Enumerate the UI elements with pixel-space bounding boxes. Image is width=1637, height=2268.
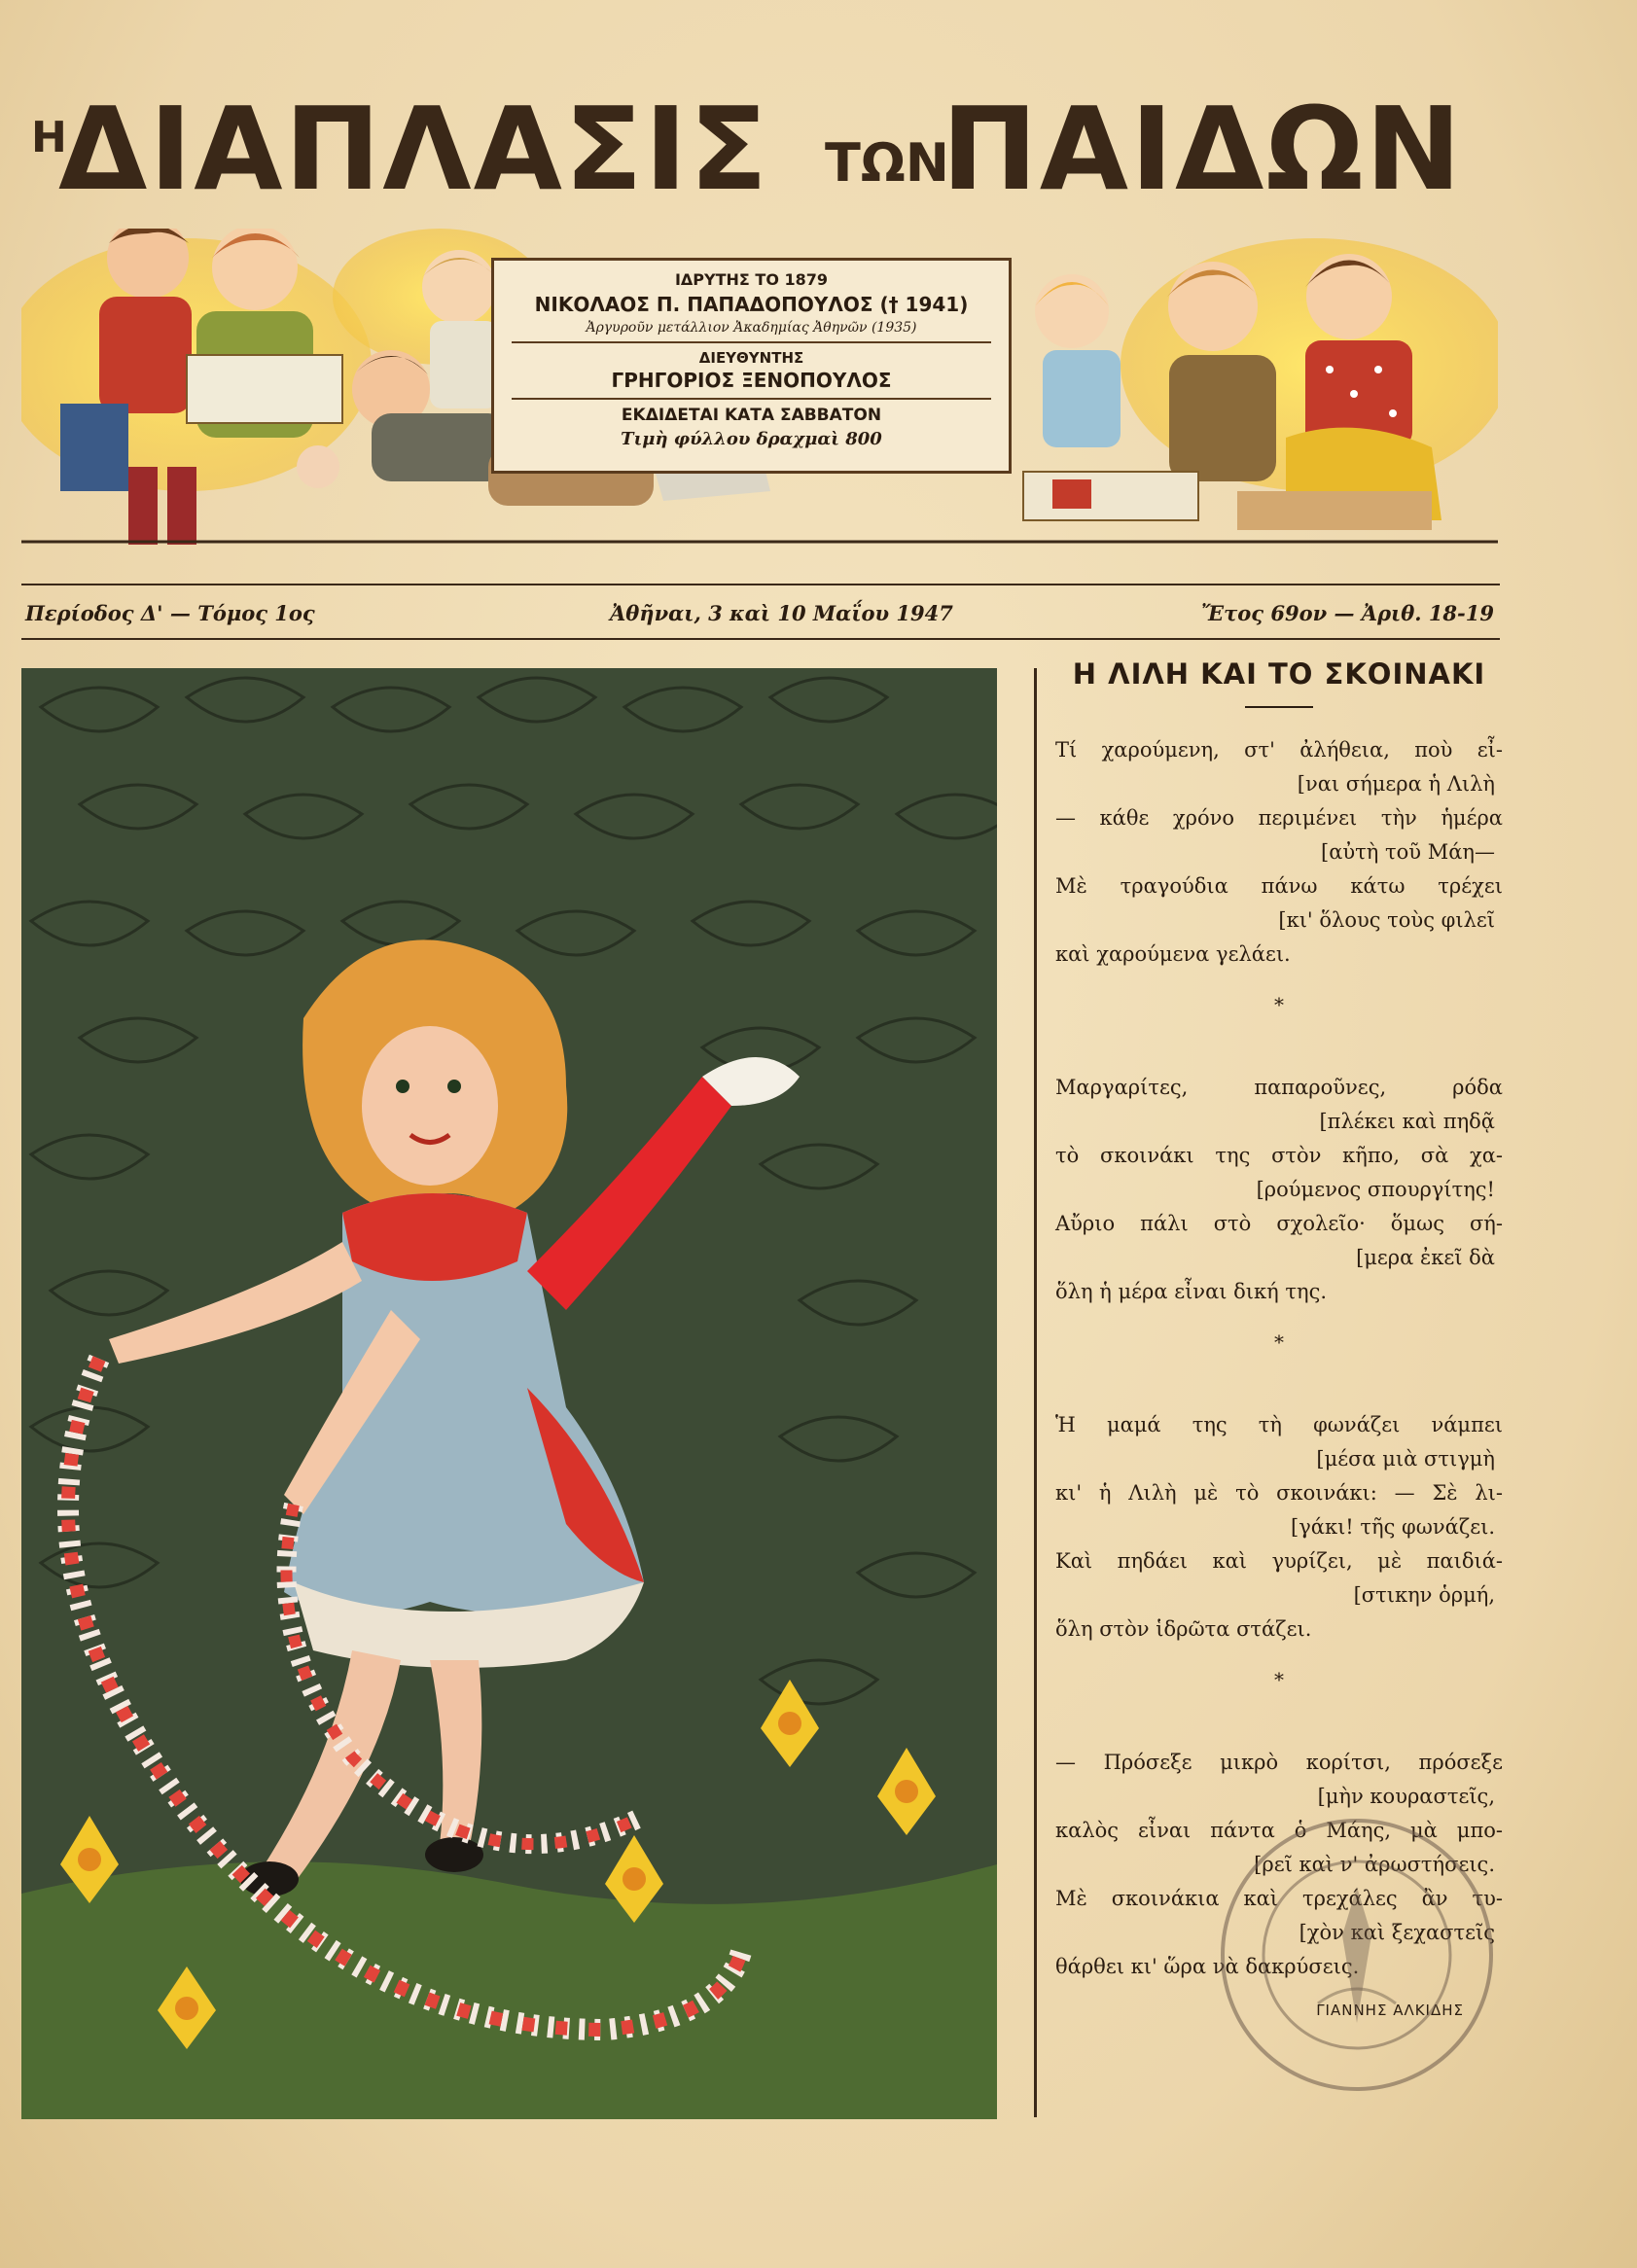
poem-line: Μὲ τραγούδια πάνω κάτω τρέχει — [1055, 874, 1503, 898]
poem-line: Τί χαρούμενη, στ' ἀλήθεια, ποὺ εἶ- — [1055, 738, 1503, 762]
poem-line: [ρούμενος σπουργίτης! — [1256, 1178, 1495, 1201]
poem-line: Αὔριο πάλι στὸ σχολεῖο· ὅμως σή- — [1055, 1212, 1503, 1235]
masthead-info-box — [491, 258, 1012, 474]
schedule-line: ΕΚΔΙΔΕΤΑΙ ΚΑΤΑ ΣΑΒΒΑΤΟΝ — [621, 406, 882, 425]
issue-date: Ἀθῆναι, 3 καὶ 10 Μαΐου 1947 — [610, 601, 953, 625]
poem-line: ὅλη ἡ μέρα εἶναι δική της. — [1055, 1280, 1328, 1303]
dateline-rule-top — [21, 584, 1500, 585]
issue-period: Περίοδος Δ' — Τόμος 1ος — [25, 601, 315, 625]
cover-illustration — [21, 668, 997, 2119]
info-separator — [512, 398, 991, 400]
poem-line: — Πρόσεξε μικρὸ κορίτσι, πρόσεξε — [1055, 1751, 1503, 1774]
masthead-article: Η — [31, 113, 67, 162]
poem-line: [αὐτὴ τοῦ Μάη— — [1321, 840, 1495, 864]
masthead — [19, 76, 1478, 222]
poem-line: [μέσα μιὰ στιγμὴ — [1316, 1447, 1495, 1471]
poem-line: [ναι σήμερα ἡ Λιλὴ — [1297, 772, 1495, 796]
poem-line: [χὸν καὶ ξεχαστεῖς — [1299, 1921, 1495, 1944]
founded-line: ΙΔΡΥΤΗΣ ΤΟ 1879 — [674, 270, 829, 289]
poem-line: Μὲ σκοινάκια καὶ τρεχάλες ἂν τυ- — [1055, 1887, 1503, 1910]
masthead-word-paidon: ΠΑΙΔΩΝ — [942, 82, 1464, 216]
poem-title: Η ΛΙΛΗ ΚΑΙ ΤΟ ΣΚΟΙΝΑΚΙ — [1072, 657, 1486, 691]
poem-line: θάρθει κι' ὥρα νὰ δακρύσεις. — [1055, 1955, 1360, 1978]
director-label: ΔΙΕΥΘΥΝΤΗΣ — [698, 349, 804, 367]
price-line: Τιμὴ φύλλου δραχμαὶ 800 — [621, 429, 882, 449]
column-divider — [1034, 668, 1037, 2117]
info-separator — [512, 341, 991, 343]
director-name: ΓΡΗΓΟΡΙΟΣ ΞΕΝΟΠΟΥΛΟΣ — [611, 369, 892, 392]
issue-number: Ἔτος 69ον — Ἀριθ. 18-19 — [1201, 601, 1494, 625]
masthead-word-diaplasis: ΔΙΑΠΛΑΣΙΣ — [58, 82, 770, 216]
award-line: Ἀργυροῦν μετάλλιον Ἀκαδημίας Ἀθηνῶν (1935) — [586, 320, 917, 336]
poem-title-rule — [1245, 706, 1313, 708]
stanza-separator: * — [1274, 1668, 1284, 1691]
poem-line: [ρεῖ καὶ ν' ἀρωστήσεις. — [1254, 1853, 1495, 1876]
poem-line: καλὸς εἶναι πάντα ὁ Μάης, μὰ μπο- — [1055, 1819, 1503, 1842]
poem-line: [γάκι! τῆς φωνάζει. — [1291, 1515, 1495, 1539]
poem-line: κι' ἡ Λιλὴ μὲ τὸ σκοινάκι: — Σὲ λι- — [1055, 1481, 1503, 1505]
poem-line: [πλέκει καὶ πηδᾷ — [1319, 1110, 1495, 1133]
poem-line: [κι' ὅλους τοὺς φιλεῖ — [1278, 908, 1495, 932]
stanza-separator: * — [1274, 993, 1284, 1016]
poem-line: [μὴν κουραστεῖς, — [1317, 1785, 1495, 1808]
poem-stanza — [1055, 1071, 1503, 1309]
dateline-rule-bottom — [21, 638, 1500, 640]
poem-author: ΓΙΑΝΝΗΣ ΑΛΚΙΔΗΣ — [1316, 2002, 1464, 2019]
girl-jumping-rope-illustration — [21, 668, 997, 2119]
poem-line: τὸ σκοινάκι της στὸν κῆπο, σὰ χα- — [1055, 1144, 1503, 1167]
founder-line: ΝΙΚΟΛΑΟΣ Π. ΠΑΠΑΔΟΠΟΥΛΟΣ († 1941) — [534, 293, 969, 316]
poem-stanza — [1055, 1408, 1503, 1647]
dateline — [21, 595, 1500, 634]
poem-line: [μερα ἐκεῖ δὰ — [1356, 1246, 1495, 1269]
poem-line: ὅλη στὸν ἱδρῶτα στάζει. — [1055, 1617, 1312, 1641]
poem-line: Καὶ πηδάει καὶ γυρίζει, μὲ παιδιά- — [1055, 1549, 1503, 1573]
poem-line: Ἡ μαμά της τὴ φωνάζει νάμπει — [1055, 1413, 1503, 1436]
poem-line: Μαργαρίτες, παπαροῦνες, ρόδα — [1055, 1076, 1503, 1099]
poem-line: [στικην ὁρμή, — [1353, 1583, 1495, 1607]
library-stamp-icon — [1211, 1809, 1503, 2101]
poem-stanza — [1055, 733, 1503, 972]
stanza-separator: * — [1274, 1330, 1284, 1354]
poem-line: καὶ χαρούμενα γελάει. — [1055, 942, 1291, 966]
masthead-word-ton: ΤΩΝ — [825, 132, 949, 194]
poem-line: — κάθε χρόνο περιμένει τὴν ἡμέρα — [1055, 806, 1503, 830]
